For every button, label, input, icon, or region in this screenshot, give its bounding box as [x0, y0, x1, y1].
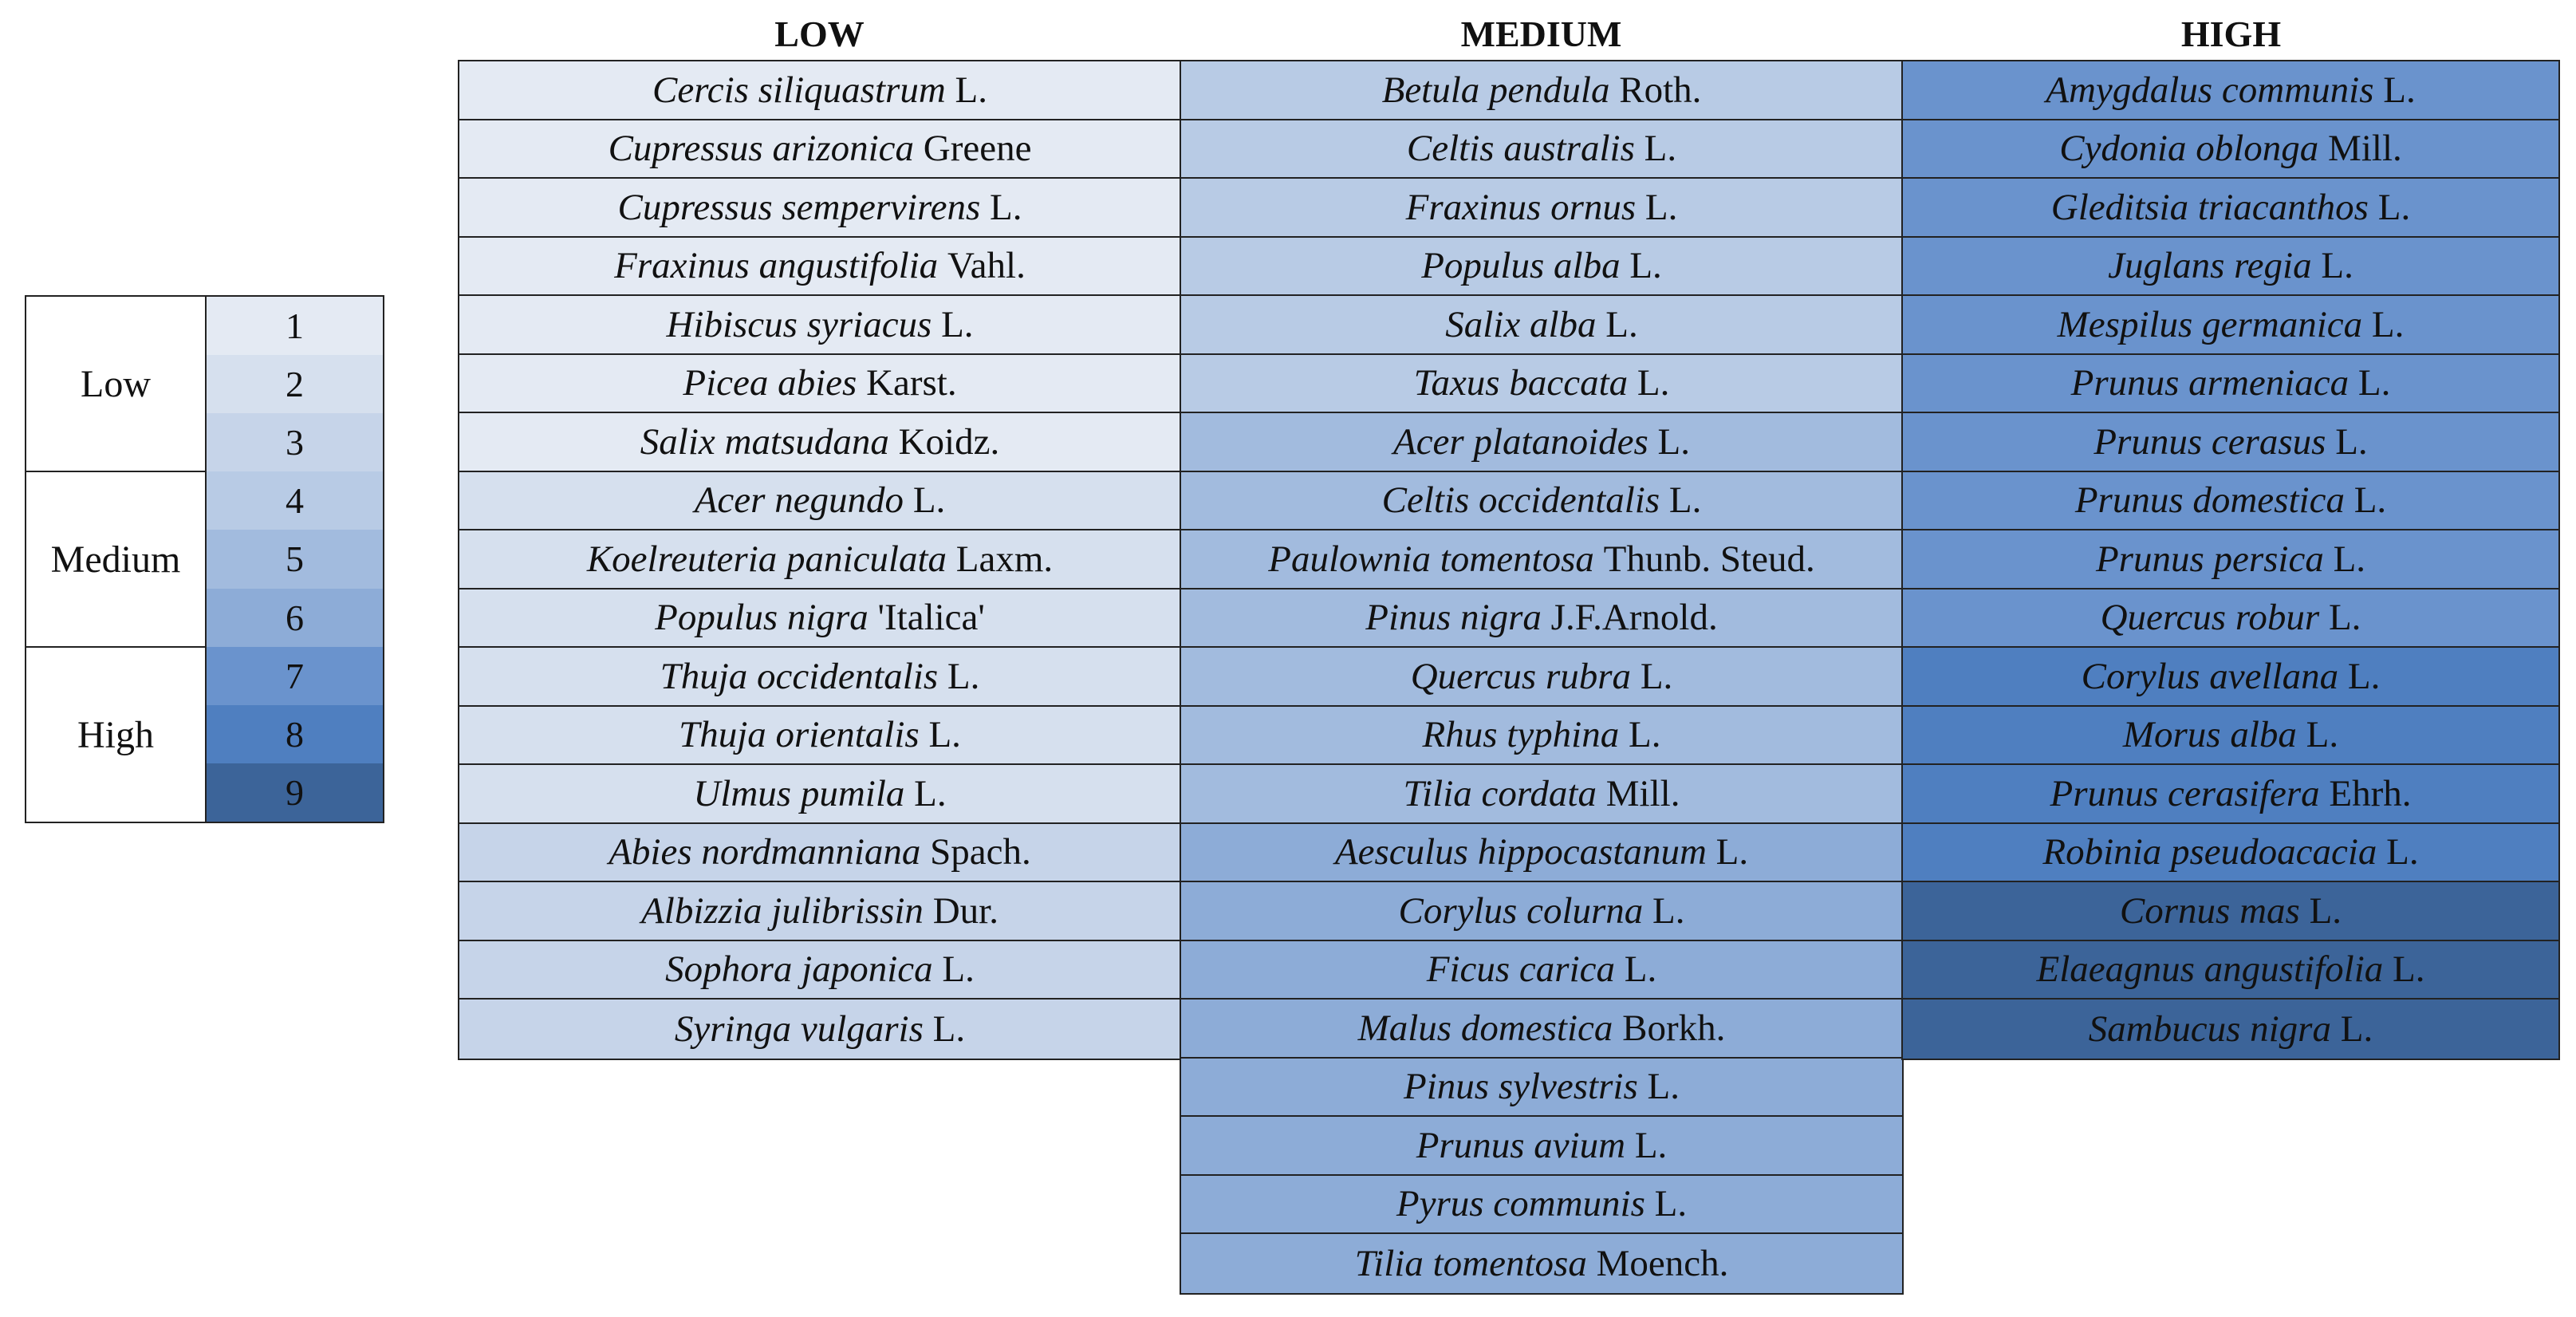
- species-row: [459, 882, 1180, 941]
- legend-level-8: 8: [207, 705, 383, 763]
- species-row: [1181, 179, 1902, 238]
- species-row: [1903, 707, 2558, 766]
- species-name: Corylus colurna: [1398, 889, 1644, 932]
- species-author: J.F.Arnold.: [1550, 597, 1718, 639]
- species-name: Aesculus hippocastanum: [1334, 831, 1707, 873]
- species-row: [459, 472, 1180, 531]
- species-author: L.: [2335, 420, 2368, 463]
- species-row: [1181, 61, 1902, 120]
- species-author: Spach.: [930, 831, 1031, 873]
- species-author: L.: [1640, 655, 1673, 697]
- species-author: L.: [2306, 714, 2339, 756]
- column-header-high: HIGH: [2180, 13, 2282, 54]
- species-row: [1903, 296, 2558, 355]
- species-column-high: [1901, 60, 2560, 1060]
- species-row: [459, 824, 1180, 883]
- legend-level-5: 5: [207, 530, 383, 588]
- species-row: [1903, 589, 2558, 649]
- legend-group-medium: Medium: [26, 472, 205, 648]
- species-author: L.: [947, 655, 980, 697]
- species-row: [1903, 413, 2558, 472]
- species-row: [459, 589, 1180, 649]
- species-name: Malus domestica: [1357, 1007, 1613, 1049]
- species-author: L.: [955, 69, 987, 111]
- species-row: [459, 765, 1180, 824]
- species-name: Sophora japonica: [665, 948, 933, 991]
- species-name: Morus alba: [2122, 714, 2297, 756]
- legend-level-4: 4: [207, 471, 383, 530]
- species-author: L.: [2393, 948, 2425, 991]
- species-name: Celtis occidentalis: [1381, 479, 1660, 522]
- legend-level-6: 6: [207, 589, 383, 647]
- species-author: L.: [1629, 245, 1662, 287]
- species-name: Tilia tomentosa: [1354, 1242, 1587, 1284]
- legend-group-low: Low: [26, 297, 205, 472]
- species-name: Tilia cordata: [1403, 772, 1597, 814]
- species-author: Borkh.: [1622, 1007, 1726, 1049]
- species-name: Ficus carica: [1426, 948, 1616, 991]
- species-author: L.: [1634, 1124, 1668, 1166]
- species-author: L.: [2357, 362, 2391, 404]
- species-author: Moench.: [1596, 1242, 1729, 1284]
- species-row: [459, 530, 1180, 589]
- species-author: Laxm.: [955, 538, 1054, 580]
- species-author: L.: [1629, 714, 1661, 756]
- species-name: Thuja orientalis: [679, 714, 920, 756]
- legend-level-9: 9: [207, 763, 383, 822]
- species-row: [459, 413, 1180, 472]
- species-row: [1181, 882, 1902, 941]
- species-author: L.: [1647, 1066, 1680, 1108]
- species-row: [459, 238, 1180, 297]
- species-author: Mill.: [2328, 128, 2402, 170]
- species-name: Paulownia tomentosa: [1268, 538, 1594, 580]
- species-name: Betula pendula: [1381, 69, 1610, 111]
- species-name: Cercis siliquastrum: [652, 69, 946, 111]
- species-author: Ehrh.: [2329, 772, 2412, 814]
- species-row: [459, 648, 1180, 707]
- species-row: [1903, 941, 2558, 1000]
- species-name: Quercus rubra: [1410, 655, 1632, 697]
- species-row: [1903, 355, 2558, 414]
- species-author: Thunb. Steud.: [1603, 538, 1815, 580]
- species-row: [1181, 824, 1902, 883]
- species-row: [1181, 1000, 1902, 1059]
- species-author: L.: [942, 948, 975, 991]
- species-author: L.: [2309, 889, 2342, 932]
- legend: [25, 295, 384, 823]
- species-author: L.: [914, 772, 947, 814]
- species-row: [1181, 472, 1902, 531]
- species-name: Pyrus communis: [1396, 1183, 1645, 1225]
- species-author: L.: [1654, 1183, 1688, 1225]
- species-author: L.: [1644, 186, 1678, 228]
- species-name: Elaeagnus angustifolia: [2036, 948, 2384, 991]
- species-name: Ulmus pumila: [693, 772, 905, 814]
- species-row: [1181, 413, 1902, 472]
- species-author: L.: [2333, 538, 2366, 580]
- species-row: [1181, 296, 1902, 355]
- legend-groups: [26, 297, 207, 822]
- species-row: [1903, 61, 2558, 120]
- species-row: [1903, 765, 2558, 824]
- species-name: Prunus cerasus: [2093, 420, 2326, 463]
- species-name: Juglans regia: [2108, 245, 2312, 287]
- species-name: Cupressus sempervirens: [617, 186, 981, 228]
- species-author: L.: [1644, 128, 1677, 170]
- species-name: Koelreuteria paniculata: [586, 538, 947, 580]
- species-row: [1181, 648, 1902, 707]
- species-row: [459, 707, 1180, 766]
- legend-level-3: 3: [207, 413, 383, 471]
- species-author: Dur.: [932, 889, 998, 932]
- species-author: L.: [2377, 186, 2411, 228]
- species-author: Vahl.: [947, 245, 1026, 287]
- species-name: Prunus persica: [2095, 538, 2324, 580]
- species-name: Populus alba: [1421, 245, 1621, 287]
- species-name: Rhus typhina: [1422, 714, 1620, 756]
- species-name: Sambucus nigra: [2088, 1007, 2331, 1050]
- species-name: Thuja occidentalis: [660, 655, 939, 697]
- species-author: L.: [1652, 889, 1685, 932]
- species-name: Amygdalus communis: [2046, 69, 2374, 111]
- species-row: [459, 120, 1180, 179]
- species-author: L.: [2347, 655, 2381, 697]
- species-name: Albizzia julibrissin: [641, 889, 924, 932]
- species-column-low: [458, 60, 1182, 1060]
- species-row: [459, 61, 1180, 120]
- species-author: L.: [2383, 69, 2416, 111]
- species-name: Populus nigra: [655, 597, 869, 639]
- species-row: [459, 941, 1180, 1000]
- species-row: [1181, 765, 1902, 824]
- species-name: Prunus armeniaca: [2070, 362, 2350, 404]
- species-name: Hibiscus syriacus: [666, 303, 932, 345]
- species-author: Roth.: [1619, 69, 1702, 111]
- species-row: [459, 296, 1180, 355]
- species-author: L.: [2328, 597, 2361, 639]
- species-name: Gleditsia triacanthos: [2050, 186, 2369, 228]
- species-name: Cydonia oblonga: [2059, 128, 2319, 170]
- species-row: [1903, 530, 2558, 589]
- species-author: L.: [1605, 303, 1638, 345]
- species-row: [1903, 648, 2558, 707]
- species-name: Pinus sylvestris: [1404, 1066, 1638, 1108]
- legend-level-7: 7: [207, 647, 383, 705]
- species-author: L.: [990, 186, 1022, 228]
- species-row: [1181, 355, 1902, 414]
- species-row: [1181, 941, 1902, 1000]
- species-name: Picea abies: [683, 362, 857, 404]
- species-author: Mill.: [1605, 772, 1680, 814]
- species-row: [1903, 179, 2558, 238]
- species-row: [459, 179, 1180, 238]
- species-author: Karst.: [866, 362, 957, 404]
- species-author: L.: [2386, 831, 2419, 873]
- species-row: [1181, 238, 1902, 297]
- species-author: 'Italica': [877, 597, 985, 639]
- species-row: [1181, 530, 1902, 589]
- species-row: [1903, 238, 2558, 297]
- species-author: L.: [1657, 420, 1691, 463]
- species-row: [1181, 120, 1902, 179]
- species-author: L.: [912, 479, 946, 522]
- species-row: [459, 355, 1180, 414]
- species-name: Mespilus germanica: [2057, 303, 2363, 345]
- species-author: L.: [1668, 479, 1702, 522]
- species-row: [1903, 882, 2558, 941]
- species-name: Celtis australis: [1406, 128, 1635, 170]
- species-name: Salix matsudana: [640, 420, 889, 463]
- species-name: Fraxinus angustifolia: [614, 245, 939, 287]
- species-name: Cupressus arizonica: [608, 128, 914, 170]
- species-column-medium: [1180, 60, 1904, 1295]
- species-name: Prunus domestica: [2074, 479, 2345, 522]
- species-name: Quercus robur: [2100, 597, 2320, 639]
- species-row: [1903, 472, 2558, 531]
- species-author: L.: [932, 1007, 966, 1050]
- species-author: L.: [941, 303, 974, 345]
- species-row: [1903, 824, 2558, 883]
- species-author: L.: [2371, 303, 2405, 345]
- species-name: Prunus cerasifera: [2050, 772, 2320, 814]
- species-author: Greene: [923, 128, 1032, 170]
- species-author: L.: [2353, 479, 2387, 522]
- legend-group-high: High: [77, 713, 154, 756]
- column-header-low: LOW: [774, 13, 865, 54]
- species-row: [1181, 707, 1902, 766]
- species-name: Pinus nigra: [1365, 597, 1542, 639]
- species-name: Salix alba: [1445, 303, 1597, 345]
- species-name: Acer negundo: [694, 479, 904, 522]
- legend-level-2: 2: [207, 355, 383, 413]
- species-name: Taxus baccata: [1413, 362, 1629, 404]
- species-row: [1903, 1000, 2558, 1059]
- species-name: Corylus avellana: [2081, 655, 2339, 697]
- species-name: Prunus avium: [1416, 1124, 1626, 1166]
- species-name: Syringa vulgaris: [674, 1007, 924, 1050]
- species-name: Cornus mas: [2119, 889, 2300, 932]
- species-name: Abies nordmanniana: [609, 831, 921, 873]
- species-row: [1903, 120, 2558, 179]
- species-author: L.: [2340, 1007, 2373, 1050]
- species-author: Koidz.: [898, 420, 1000, 463]
- species-row: [1181, 1234, 1902, 1293]
- species-row: [1181, 589, 1902, 649]
- legend-level-1: 1: [207, 297, 383, 355]
- species-name: Fraxinus ornus: [1405, 186, 1637, 228]
- species-name: Robinia pseudoacacia: [2042, 831, 2377, 873]
- species-author: L.: [1624, 948, 1657, 991]
- species-author: L.: [1715, 831, 1749, 873]
- species-author: L.: [1637, 362, 1670, 404]
- species-author: L.: [2321, 245, 2353, 287]
- species-row: [1181, 1117, 1902, 1176]
- legend-levels: [207, 297, 383, 822]
- species-author: L.: [928, 714, 961, 756]
- species-row: [459, 1000, 1180, 1059]
- species-row: [1181, 1176, 1902, 1235]
- species-row: [1181, 1059, 1902, 1118]
- column-header-medium: MEDIUM: [1460, 13, 1622, 54]
- species-name: Acer platanoides: [1392, 420, 1648, 463]
